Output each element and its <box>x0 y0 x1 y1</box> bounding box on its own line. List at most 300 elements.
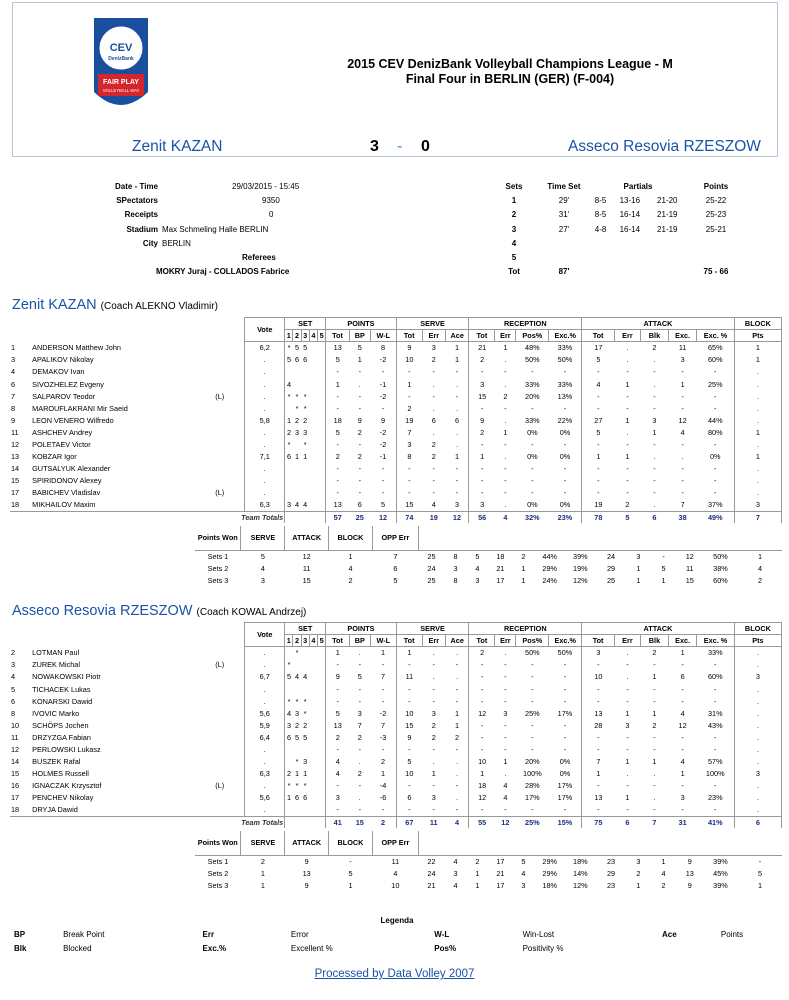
points-header: POINTS <box>326 623 396 635</box>
sets-cell: 31' <box>558 210 570 220</box>
player-stat: 3 <box>294 708 300 718</box>
player-stat: - <box>653 391 656 401</box>
subheader-cell: Tot <box>582 330 615 342</box>
match-title-line1: 2015 CEV DenizBank Volleyball Champions League - M <box>347 57 673 71</box>
player-stat <box>318 426 326 438</box>
player-stat <box>309 731 317 743</box>
sets-cell: 21-20 <box>657 195 678 205</box>
subheader-cell: Err <box>615 330 641 342</box>
player-stat: 17% <box>557 708 573 718</box>
team-totals-row <box>10 511 782 523</box>
player-stat: 5 <box>294 343 300 353</box>
sets-cell: 21-19 <box>657 224 678 234</box>
player-stat: - <box>396 683 422 695</box>
score-away: 0 <box>421 138 430 155</box>
player-stat: . <box>432 648 435 658</box>
team-total-cell: 15 <box>349 816 370 828</box>
team-total-cell: 57 <box>326 511 349 523</box>
player-stat: . <box>653 452 656 462</box>
player-stat: (L) <box>215 781 225 791</box>
player-stat: * <box>303 403 307 413</box>
player-number: 3 <box>11 660 16 670</box>
player-stat <box>318 414 326 426</box>
summary-cell: 7 <box>393 551 398 561</box>
player-stat: 50% <box>525 355 540 365</box>
subheader-cell: BP <box>349 330 370 342</box>
player-stat: 1 <box>680 379 685 389</box>
player-stat: -2 <box>379 708 387 718</box>
player-stat: - <box>326 659 349 671</box>
player-stat: 37% <box>707 500 723 510</box>
player-stat: 100% <box>705 769 725 779</box>
player-stat: 17 <box>582 342 615 354</box>
player-name: PENCHEV Nikolay <box>32 793 94 803</box>
player-stat: - <box>531 744 534 754</box>
player-stat: - <box>326 390 349 402</box>
referees-label: Referees <box>242 253 276 263</box>
player-stat <box>293 683 301 695</box>
player-stat: - <box>358 660 361 670</box>
header-row-groups <box>10 623 782 635</box>
summary-cell: 44% <box>542 551 557 561</box>
player-stat: . <box>681 452 684 462</box>
player-stat: * <box>295 391 299 401</box>
summary-cell: 11 <box>686 563 694 573</box>
subheader-cell: Pts <box>734 635 781 647</box>
player-stat: 2 <box>469 647 495 659</box>
player-stat: 2 <box>294 720 300 730</box>
summary-cell: 1 <box>260 868 265 878</box>
summary-set-label: Sets 3 <box>207 575 229 585</box>
team-total-cell: 67 <box>396 816 422 828</box>
player-number: 8 <box>11 403 16 413</box>
player-stat: - <box>563 476 567 486</box>
player-stat: . <box>245 378 285 390</box>
player-number: 7 <box>11 391 16 401</box>
player-stat: 1 <box>303 769 308 779</box>
player-stat: . <box>455 672 458 682</box>
player-stat: 2 <box>380 757 386 767</box>
team-total-cell: 6 <box>615 816 641 828</box>
player-stat: - <box>681 805 684 815</box>
footer-link[interactable]: Processed by Data Volley 2007 <box>314 968 475 980</box>
player-stat: . <box>245 659 285 671</box>
player-row <box>10 780 782 792</box>
summary-header-cell: SERVE <box>241 831 285 855</box>
player-stat: - <box>358 391 361 401</box>
subheader-cell: 3 <box>301 330 309 342</box>
player-stat: 5 <box>303 343 308 353</box>
player-row <box>10 366 782 378</box>
player-stat <box>309 499 317 511</box>
player-stat <box>214 499 245 511</box>
player-stat: -2 <box>379 427 387 437</box>
player-stat: - <box>455 781 459 791</box>
sets-cell: 25-21 <box>705 224 727 234</box>
player-stat: * <box>295 648 299 658</box>
summary-cell: 3 <box>521 880 526 890</box>
summary-cell: 18% <box>573 856 588 866</box>
player-stat: - <box>396 695 422 707</box>
player-stat: . <box>734 792 781 804</box>
summary-cell: 12% <box>573 575 588 585</box>
player-stat: - <box>432 781 435 791</box>
player-stat: - <box>681 476 684 486</box>
player-stat: - <box>531 488 534 498</box>
sets-cell: 13-16 <box>619 195 641 205</box>
player-stat: - <box>396 780 422 792</box>
subheader-cell: Ace <box>446 330 469 342</box>
summary-cell: 4 <box>453 856 458 866</box>
summary-cell: 29% <box>542 856 557 866</box>
player-stat: . <box>245 804 285 816</box>
player-stat: 4 <box>680 427 685 437</box>
player-stat: 1 <box>734 451 781 463</box>
team-total-cell: 41 <box>326 816 349 828</box>
player-stat <box>214 647 245 659</box>
player-stat: 7 <box>582 756 615 768</box>
player-stat: 7,1 <box>245 451 285 463</box>
player-stat <box>293 366 301 378</box>
player-stat <box>318 731 326 743</box>
player-stat: 1 <box>294 452 300 462</box>
player-name: LEON VENERO Wilfredo <box>32 415 114 425</box>
summary-cell: - <box>349 856 352 866</box>
player-stat: 57% <box>707 757 723 767</box>
logo-cev-text: CEV <box>109 42 133 54</box>
player-stat: 3 <box>625 720 630 730</box>
sets-row <box>490 250 746 264</box>
player-name: POLETAEV Victor <box>32 439 91 449</box>
player-stat: - <box>381 660 385 670</box>
player-stat: - <box>469 731 495 743</box>
subheader-cell: 1 <box>285 635 293 647</box>
player-stat: 4 <box>503 781 508 791</box>
player-number: 6 <box>11 696 16 706</box>
player-stat: . <box>358 648 361 658</box>
player-stat: - <box>326 438 349 450</box>
player-stat: 2 <box>469 354 495 366</box>
player-stat <box>285 402 293 414</box>
sets-cell: Tot <box>508 267 520 277</box>
player-stat: 18 <box>326 414 349 426</box>
legend-desc: Blocked <box>63 943 92 953</box>
player-stat: 5,9 <box>245 719 285 731</box>
player-stat: 6 <box>285 731 293 743</box>
player-stat: - <box>358 403 361 413</box>
player-stat: 7 <box>380 672 386 682</box>
player-stat: 6 <box>357 500 362 510</box>
player-stat: . <box>245 438 285 450</box>
player-stat: 8 <box>396 451 422 463</box>
player-stat: (L) <box>215 660 225 670</box>
player-stat: - <box>455 367 459 377</box>
sets-cell <box>686 250 746 264</box>
player-stat: 3 <box>680 793 685 803</box>
player-stat: - <box>714 476 717 486</box>
player-stat: . <box>245 402 285 414</box>
player-stat: - <box>432 684 435 694</box>
player-stat: - <box>563 732 567 742</box>
summary-cell: 24% <box>542 575 557 585</box>
summary-header-cell: BLOCK <box>329 526 373 550</box>
player-stat: . <box>734 743 781 755</box>
player-number: 15 <box>11 769 20 779</box>
player-stat: - <box>626 684 629 694</box>
subheader-cell: W-L <box>370 635 396 647</box>
summary-cell: 2 <box>636 868 641 878</box>
player-name: IGNACZAK Krzysztof <box>32 781 102 791</box>
summary-row <box>195 879 782 891</box>
player-stat: 2 <box>652 648 657 658</box>
player-name: TICHACEK Lukas <box>32 684 91 694</box>
player-stat: - <box>469 671 495 683</box>
player-stat: 50% <box>557 355 573 365</box>
player-stat: - <box>531 684 534 694</box>
player-number: 10 <box>11 720 20 730</box>
player-stat <box>214 475 245 487</box>
summary-cell: 5 <box>393 575 398 585</box>
player-stat: 1 <box>652 708 657 718</box>
summary-cell: 1 <box>348 551 353 561</box>
player-stat: 4 <box>285 707 293 719</box>
player-stat: . <box>245 390 285 402</box>
date-label: Date - Time <box>115 181 158 191</box>
player-stat: - <box>626 781 629 791</box>
summary-cell: 18 <box>496 551 505 561</box>
player-stat: 10 <box>396 354 422 366</box>
player-stat: 13 <box>326 342 349 354</box>
player-stat: 6,3 <box>245 499 285 511</box>
player-stat: - <box>469 463 495 475</box>
player-stat: 4 <box>326 756 349 768</box>
player-stat <box>285 743 293 755</box>
player-name: SIVOZHELEZ Evgeny <box>32 379 104 389</box>
player-stat: - <box>714 464 717 474</box>
player-stat: . <box>245 695 285 707</box>
player-stat: 3 <box>431 793 436 803</box>
summary-cell: 13 <box>685 868 694 878</box>
player-stat: 1 <box>303 452 308 462</box>
summary-cell: 2 <box>521 551 526 561</box>
player-stat <box>285 463 293 475</box>
player-stat: . <box>455 757 458 767</box>
subheader-cell: 4 <box>309 330 317 342</box>
player-stat: . <box>245 683 285 695</box>
player-stat: * <box>295 757 299 767</box>
player-stat: 1 <box>431 769 436 779</box>
player-stat: 2 <box>431 720 436 730</box>
summary-cell: 4 <box>260 563 265 573</box>
player-stat: - <box>714 732 717 742</box>
player-number: 14 <box>11 464 20 474</box>
sets-header-cell: Time Set <box>547 181 581 191</box>
summary-header-cell: Points Won <box>195 831 241 855</box>
player-stat: 0% <box>527 500 538 510</box>
player-stat: * <box>295 696 299 706</box>
summary-cell: 1 <box>521 575 526 585</box>
player-stat: - <box>381 403 385 413</box>
summary-cell: 3 <box>453 868 458 878</box>
summary-cell: 9 <box>304 880 309 890</box>
summary-cell: 3 <box>475 575 480 585</box>
player-stat: 2 <box>357 427 362 437</box>
player-stat: 3 <box>734 499 781 511</box>
team-total-cell: 49% <box>697 511 735 523</box>
summary-cell: 1 <box>636 880 641 890</box>
player-row <box>10 659 782 671</box>
player-stat: - <box>531 732 534 742</box>
player-stat: 0% <box>559 427 571 437</box>
player-stat: 10 <box>396 707 422 719</box>
legend-abbr: Err <box>202 929 215 939</box>
player-stat <box>309 792 317 804</box>
player-stat <box>301 743 309 755</box>
player-stat <box>318 780 326 792</box>
player-stat: 2 <box>357 452 362 462</box>
subheader-cell: Blk <box>640 635 668 647</box>
player-stat: - <box>358 464 361 474</box>
block-header: BLOCK <box>734 318 781 330</box>
player-stat: 2 <box>454 732 460 742</box>
player-stat: 0% <box>559 500 571 510</box>
legend-title: Legenda <box>380 915 414 925</box>
player-stat: 2 <box>469 426 495 438</box>
player-stat: 20% <box>525 757 540 767</box>
player-stat: 0% <box>559 769 571 779</box>
player-stat: 33% <box>557 343 573 353</box>
match-info-table <box>100 179 299 279</box>
player-stat: - <box>681 696 684 706</box>
sets-cell: 4-8 <box>594 224 607 234</box>
player-stat: - <box>582 366 615 378</box>
summary-cell: 14% <box>573 868 588 878</box>
player-stat <box>301 683 309 695</box>
summary-cell: 2 <box>661 880 666 890</box>
player-stat: 1 <box>454 708 460 718</box>
serve-header: SERVE <box>396 623 469 635</box>
player-stat: 3 <box>734 671 781 683</box>
player-stat: - <box>469 438 495 450</box>
player-stat: - <box>381 367 385 377</box>
team-total-cell: 12 <box>446 511 469 523</box>
player-stat: 1 <box>652 427 657 437</box>
date-value: 29/03/2015 - 15:45 <box>232 181 300 191</box>
player-stat: 1 <box>454 343 460 353</box>
player-stat: 5 <box>326 426 349 438</box>
player-stat <box>309 354 317 366</box>
summary-cell: 5 <box>757 868 763 878</box>
player-stat: - <box>326 780 349 792</box>
player-stat: 6 <box>303 355 308 365</box>
player-stat: - <box>563 367 567 377</box>
player-row <box>10 647 782 659</box>
player-stat: 1 <box>469 768 495 780</box>
player-stat: . <box>653 500 656 510</box>
away-team-name: Asseco Resovia RZESZOW <box>568 138 761 155</box>
summary-cell: 24 <box>427 868 436 878</box>
sets-cell <box>590 250 611 264</box>
legend-abbr: W-L <box>434 929 450 939</box>
player-stat: . <box>245 756 285 768</box>
logo-volleyballway-text: VOLLEYBALL WAY <box>102 88 140 93</box>
summary-row <box>195 855 782 867</box>
player-stat: 7 <box>357 720 362 730</box>
player-stat: 2 <box>285 768 293 780</box>
player-stat: 28% <box>525 781 540 791</box>
player-stat: - <box>714 744 717 754</box>
player-row <box>10 768 782 780</box>
player-stat: 65% <box>707 343 723 353</box>
player-stat: 33% <box>557 379 573 389</box>
team-total-cell: 74 <box>396 511 422 523</box>
player-stat: . <box>626 672 629 682</box>
player-stat: 4 <box>680 708 685 718</box>
player-stat <box>318 354 326 366</box>
player-stat: 15 <box>396 719 422 731</box>
player-stat: - <box>714 488 717 498</box>
player-stat: 25% <box>707 379 723 389</box>
player-stat: 4 <box>285 378 293 390</box>
summary-cell: 22 <box>427 856 436 866</box>
summary-cell: 38% <box>713 563 728 573</box>
sets-cell <box>538 250 590 264</box>
player-stat <box>214 707 245 719</box>
player-number: 4 <box>11 672 16 682</box>
player-stat: 6 <box>285 451 293 463</box>
player-stat: . <box>358 793 361 803</box>
player-stat <box>318 475 326 487</box>
player-stat: 4 <box>294 672 300 682</box>
player-stat <box>301 463 309 475</box>
player-name: DRZYZGA Fabian <box>32 732 91 742</box>
player-stat: . <box>734 366 781 378</box>
player-stat: - <box>681 391 684 401</box>
player-name: KONARSKI Dawid <box>32 696 93 706</box>
player-stat: 1 <box>680 769 685 779</box>
player-row <box>10 671 782 683</box>
player-stat: . <box>626 427 629 437</box>
player-stat <box>285 366 293 378</box>
player-stat: - <box>714 391 717 401</box>
player-stat: . <box>626 343 629 353</box>
player-stat: 43% <box>707 720 723 730</box>
player-stat <box>318 402 326 414</box>
summary-cell: 12% <box>573 880 588 890</box>
player-stat: 33% <box>525 379 540 389</box>
player-stat: 5 <box>285 354 293 366</box>
player-stat: 15 <box>396 499 422 511</box>
player-stat <box>293 804 301 816</box>
player-stat: * <box>303 439 307 449</box>
player-stat <box>309 671 317 683</box>
player-stat: 1 <box>326 647 349 659</box>
away-coach: (Coach KOWAL Andrzej) <box>196 607 307 618</box>
player-stat: 3 <box>454 500 460 510</box>
player-stat: 1 <box>454 720 460 730</box>
player-stat <box>309 719 317 731</box>
player-stat: - <box>504 660 507 670</box>
player-stat: 1 <box>625 793 630 803</box>
summary-cell: 17 <box>496 575 505 585</box>
block-header: BLOCK <box>734 623 781 635</box>
player-number: 5 <box>11 684 16 694</box>
player-stat: - <box>358 684 361 694</box>
team-totals-label: Team Totals <box>10 816 285 828</box>
player-stat: - <box>531 464 534 474</box>
player-stat: 17% <box>557 781 573 791</box>
summary-header-cell: Points Won <box>195 526 241 550</box>
